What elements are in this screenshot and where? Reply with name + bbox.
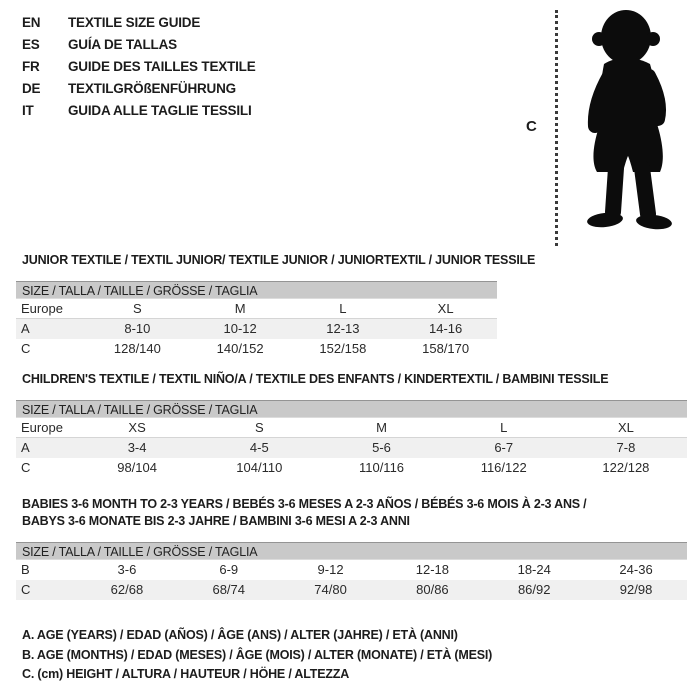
lang-code: ES bbox=[22, 37, 40, 52]
section-title-line: BABIES 3-6 MONTH TO 2-3 YEARS / BEBÉS 3-6 MESES A 2-3 AÑOS / BÉBÉS 3-6 MOIS À 2-3 ANS / bbox=[22, 497, 587, 511]
measure-legend bbox=[22, 626, 492, 685]
size-cell: S bbox=[254, 420, 264, 435]
table-row bbox=[16, 458, 687, 478]
height-cell: 104/110 bbox=[236, 460, 283, 475]
age-cell: 18-24 bbox=[517, 562, 551, 577]
height-measure-label: C bbox=[526, 118, 537, 135]
lang-title: GUÍA DE TALLAS bbox=[68, 37, 177, 52]
table-row bbox=[16, 319, 497, 339]
junior-size-table bbox=[16, 281, 497, 359]
height-cell: 74/80 bbox=[314, 582, 347, 597]
row-label: C bbox=[21, 341, 31, 356]
table-header-bar: SIZE / TALLA / TAILLE / GRÖSSE / TAGLIA bbox=[16, 542, 687, 560]
table-row bbox=[16, 418, 687, 438]
height-cell: 116/122 bbox=[480, 460, 527, 475]
lang-code: FR bbox=[22, 59, 40, 74]
babies-size-table bbox=[16, 542, 687, 600]
height-cell: 80/86 bbox=[416, 582, 449, 597]
lang-code: IT bbox=[22, 103, 34, 118]
lang-row-fr bbox=[22, 56, 256, 78]
age-cell: 9-12 bbox=[317, 562, 344, 577]
footnote-b: B. AGE (MONTHS) / EDAD (MESES) / ÂGE (MOIS) / ALTER (MONATE) / ETÀ (MESI) bbox=[22, 647, 493, 662]
table-row bbox=[16, 299, 497, 319]
lang-title: TEXTILGRÖßENFÜHRUNG bbox=[68, 81, 236, 96]
size-cell: XS bbox=[128, 420, 146, 435]
height-cell: 122/128 bbox=[602, 460, 650, 475]
table-row bbox=[16, 438, 687, 458]
size-cell: M bbox=[376, 420, 387, 435]
junior-section-title bbox=[22, 252, 535, 269]
size-cell: L bbox=[500, 420, 508, 435]
section-title-line: JUNIOR TEXTILE / TEXTIL JUNIOR/ TEXTILE JUNIOR / JUNIORTEXTIL / JUNIOR TESSILE bbox=[22, 253, 536, 267]
table-row bbox=[16, 339, 497, 359]
age-cell: 6-9 bbox=[219, 562, 239, 577]
table-row bbox=[16, 580, 687, 600]
age-cell: 3-6 bbox=[117, 562, 137, 577]
row-label: A bbox=[21, 321, 30, 336]
table-row bbox=[16, 560, 687, 580]
footnote-a: A. AGE (YEARS) / EDAD (AÑOS) / ÂGE (ANS) / ALTER (JAHRE) / ETÀ (ANNI) bbox=[22, 628, 458, 642]
height-cell: 68/74 bbox=[212, 582, 246, 597]
age-cell: 24-36 bbox=[619, 562, 653, 577]
size-cell: XL bbox=[437, 301, 454, 316]
row-label: C bbox=[21, 460, 31, 475]
size-cell: L bbox=[339, 301, 347, 316]
language-title-list bbox=[22, 12, 256, 122]
size-cell: M bbox=[234, 301, 246, 316]
size-cell: S bbox=[133, 301, 142, 316]
lang-code: EN bbox=[22, 15, 41, 30]
lang-code: DE bbox=[22, 81, 41, 96]
age-cell: 8-10 bbox=[124, 321, 151, 336]
row-label: A bbox=[21, 440, 30, 455]
row-label: Europe bbox=[21, 420, 63, 435]
lang-row-it bbox=[22, 100, 256, 122]
height-cell: 128/140 bbox=[113, 341, 161, 356]
lang-row-en bbox=[22, 12, 256, 34]
age-cell: 4-5 bbox=[249, 440, 269, 455]
size-cell: XL bbox=[617, 420, 634, 435]
lang-title: TEXTILE SIZE GUIDE bbox=[68, 15, 201, 30]
toddler-silhouette-icon bbox=[564, 6, 696, 248]
children-size-table bbox=[16, 400, 687, 478]
lang-row-de bbox=[22, 78, 256, 100]
children-section-title bbox=[22, 371, 608, 388]
height-cell: 92/98 bbox=[619, 582, 653, 597]
lang-title: GUIDA ALLE TAGLIE TESSILI bbox=[68, 103, 252, 118]
section-title-line: CHILDREN'S TEXTILE / TEXTIL NIÑO/A / TEXTILE DES ENFANTS / KINDERTEXTIL / BAMBINI TESSILE bbox=[22, 372, 609, 386]
height-cell: 98/104 bbox=[117, 460, 157, 475]
table-header-bar: SIZE / TALLA / TAILLE / GRÖSSE / TAGLIA bbox=[16, 400, 687, 418]
height-cell: 158/170 bbox=[422, 341, 470, 356]
footnote-c: C. (cm) HEIGHT / ALTURA / HAUTEUR / HÖHE / ALTEZZA bbox=[22, 667, 350, 681]
age-cell: 12-18 bbox=[415, 562, 450, 577]
table-header-bar: SIZE / TALLA / TAILLE / GRÖSSE / TAGLIA bbox=[16, 281, 497, 299]
height-cell: 86/92 bbox=[517, 582, 551, 597]
height-cell: 110/116 bbox=[358, 460, 405, 475]
height-cell: 140/152 bbox=[216, 341, 264, 356]
height-dotted-line bbox=[555, 10, 558, 246]
age-cell: 7-8 bbox=[616, 440, 636, 455]
row-label: Europe bbox=[21, 301, 63, 316]
age-cell: 14-16 bbox=[429, 321, 463, 336]
height-cell: 62/68 bbox=[110, 582, 144, 597]
age-cell: 6-7 bbox=[494, 440, 514, 455]
age-cell: 3-4 bbox=[127, 440, 147, 455]
row-label: B bbox=[21, 562, 30, 577]
age-cell: 10-12 bbox=[223, 321, 257, 336]
age-cell: 5-6 bbox=[372, 440, 391, 455]
babies-section-title bbox=[22, 496, 682, 530]
row-label: C bbox=[21, 582, 31, 597]
section-title-line: BABYS 3-6 MONATE BIS 2-3 JAHRE / BAMBINI 3-6 MESI A 2-3 ANNI bbox=[22, 514, 410, 528]
height-cell: 152/158 bbox=[319, 341, 367, 356]
age-cell: 12-13 bbox=[326, 321, 360, 336]
lang-row-es bbox=[22, 34, 256, 56]
lang-title: GUIDE DES TAILLES TEXTILE bbox=[68, 59, 256, 74]
